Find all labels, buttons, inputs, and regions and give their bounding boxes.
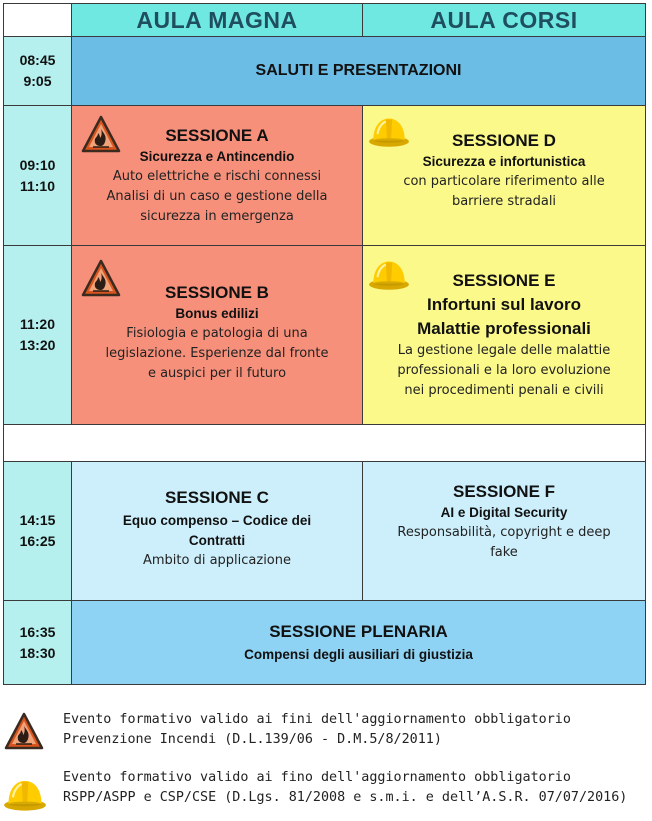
time-end: 13:20	[19, 337, 56, 353]
legend-fire	[0, 707, 652, 757]
header-aula-corsi: AULA CORSI	[362, 3, 646, 37]
hard-hat-icon	[368, 254, 410, 292]
time-start: 11:20	[19, 316, 56, 332]
plenary-subtitle: Compensi degli ausiliari di giustizia	[244, 646, 473, 662]
session-b	[71, 245, 363, 425]
header-corner	[3, 3, 72, 37]
welcome-title: SALUTI E PRESENTAZIONI	[255, 62, 462, 79]
legend-helmet	[0, 765, 652, 815]
hard-hat-icon	[3, 773, 47, 813]
header-aula-magna: AULA MAGNA	[71, 3, 363, 37]
time-start: 14:15	[19, 512, 56, 528]
session-e-title: SESSIONE E	[452, 271, 556, 290]
session-f-desc: Responsabilità, copyright e deep	[397, 525, 611, 540]
session-c-desc: Ambito di applicazione	[142, 553, 292, 568]
session-e-desc: nei procedimenti penali e civili	[404, 383, 604, 398]
time-end: 16:25	[19, 533, 56, 549]
session-b-desc: e auspici per il futuro	[147, 366, 287, 381]
legend-helmet-text: Evento formativo valido ai fino dell'aggiornamento obbligatorio	[63, 770, 571, 785]
session-e-desc: La gestione legale delle malattie	[397, 343, 611, 358]
session-d-desc: con particolare riferimento alle	[403, 174, 605, 189]
session-e	[362, 245, 646, 425]
session-a-subtitle: Sicurezza e Antincendio	[139, 148, 295, 164]
hard-hat-icon	[368, 111, 410, 149]
session-a-title: SESSIONE A	[165, 125, 269, 145]
session-a-desc: sicurezza in emergenza	[140, 208, 294, 224]
legend-fire-text: Evento formativo valido ai fini dell'aggiornamento obbligatorio	[63, 712, 571, 727]
fire-warning-icon	[4, 711, 44, 753]
session-f-desc: fake	[490, 545, 518, 560]
time-slot-2	[3, 245, 72, 425]
legend-fire-text: Prevenzione Incendi (D.L.139/06 - D.M.5/8/2011)	[63, 732, 442, 747]
time-start: 09:10	[19, 156, 56, 173]
welcome-session	[71, 36, 646, 106]
session-d-subtitle: Sicurezza e infortunistica	[422, 154, 586, 169]
session-e-desc: professionali e la loro evoluzione	[397, 363, 611, 378]
time-slot-1	[3, 105, 72, 246]
time-start: 08:45	[19, 52, 56, 68]
fire-warning-icon	[81, 259, 121, 299]
plenary-title: SESSIONE PLENARIA	[269, 621, 448, 641]
session-a	[71, 105, 363, 246]
session-f	[362, 461, 646, 601]
time-welcome	[3, 36, 72, 106]
time-plenary	[3, 600, 72, 685]
legend-helmet-text: RSPP/ASPP e CSP/CSE (D.Lgs. 81/2008 e s.m.i. e dell’A.S.R. 07/07/2016)	[63, 790, 628, 805]
session-b-title: SESSIONE B	[165, 283, 269, 302]
session-d-desc: barriere stradali	[451, 194, 557, 209]
session-f-subtitle: AI e Digital Security	[440, 505, 568, 520]
time-start: 16:35	[19, 623, 56, 640]
session-a-desc: Analisi di un caso e gestione della	[106, 188, 328, 204]
session-b-subtitle: Bonus edilizi	[175, 306, 259, 321]
session-c-title: SESSIONE C	[165, 488, 269, 507]
plenary-session	[71, 600, 646, 685]
time-end: 11:10	[19, 177, 56, 194]
fire-warning-icon	[81, 115, 121, 155]
schedule-table	[3, 3, 646, 685]
session-e-subtitle: Infortuni sul lavoro	[427, 295, 581, 314]
session-b-desc: Fisiologia e patologia di una	[126, 326, 308, 341]
session-b-desc: legislazione. Esperienze dal fronte	[105, 346, 329, 361]
session-c-subtitle: Contratti	[188, 533, 246, 548]
session-e-subtitle: Malattie professionali	[417, 319, 591, 338]
break-row	[3, 424, 646, 462]
session-f-title: SESSIONE F	[452, 482, 556, 501]
time-slot-3	[3, 461, 72, 601]
time-end: 18:30	[19, 644, 56, 661]
time-end: 9:05	[23, 73, 52, 89]
session-c-subtitle: Equo compenso – Codice dei	[122, 513, 312, 528]
session-d-title: SESSIONE D	[452, 131, 556, 150]
session-d	[362, 105, 646, 246]
session-c	[71, 461, 363, 601]
session-a-desc: Auto elettriche e rischi connessi	[112, 168, 322, 184]
